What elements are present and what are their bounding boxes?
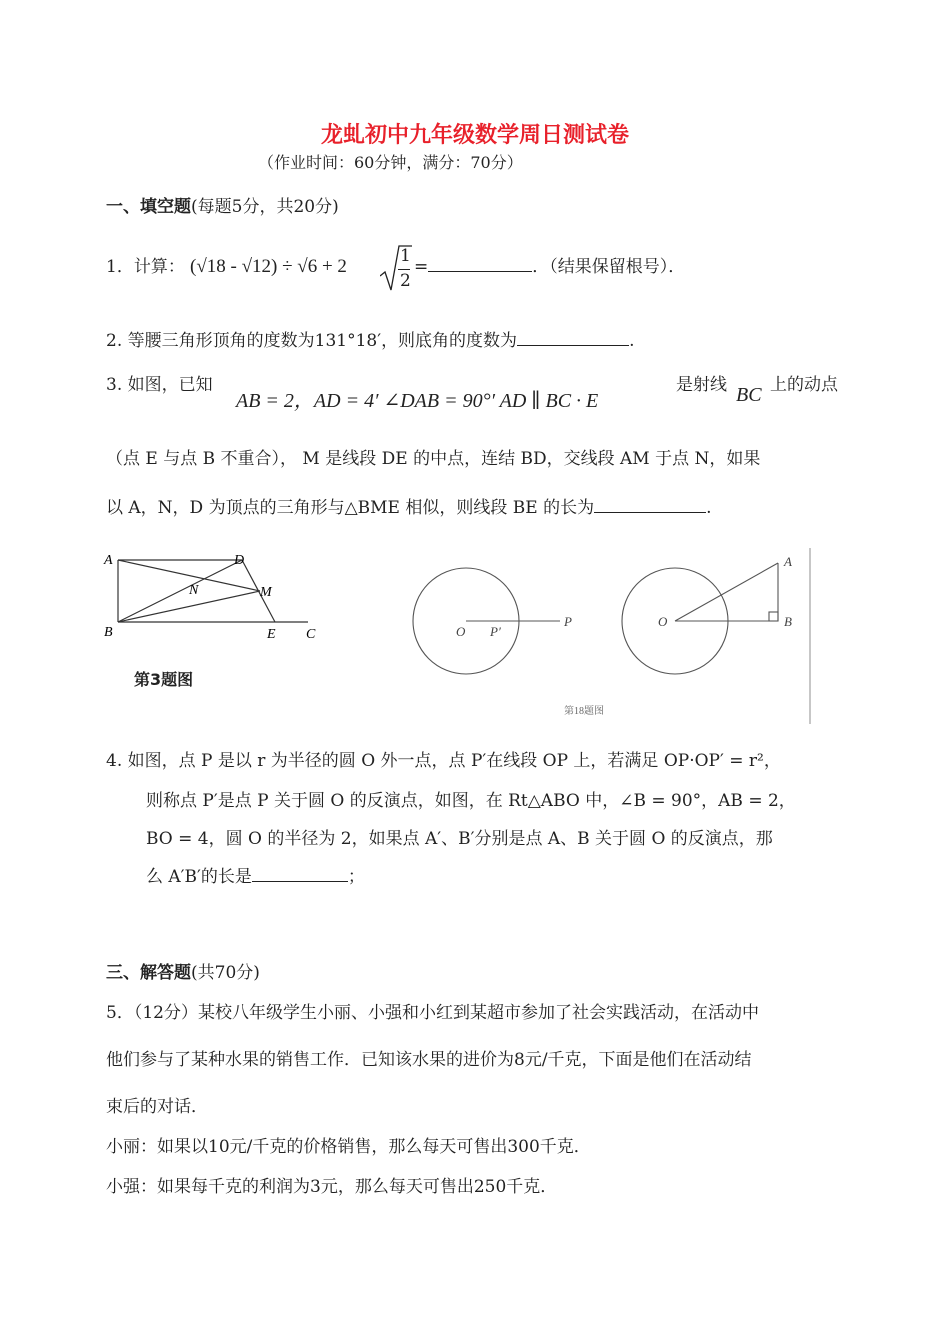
fig18-label-b: B: [784, 614, 792, 629]
q1-frac-num: 1: [400, 246, 411, 266]
fig3-label-c: C: [306, 627, 316, 642]
section-3-heading: [106, 958, 260, 983]
fig18-label-o1: O: [456, 624, 466, 639]
q1-frac-den: 2: [400, 271, 411, 291]
q2-end: .: [629, 331, 635, 351]
q2-answer-blank[interactable]: [517, 329, 629, 346]
q4-line4: [146, 862, 365, 887]
q1-fraction: [380, 244, 410, 294]
q3-line2: （点 E 与点 B 不重合）， M 是线段 DE 的中点，连结 BD，交线段 AM 于点 N，如果: [106, 449, 761, 469]
q1-expression: [190, 256, 347, 278]
fig18-label-p: P: [564, 614, 572, 629]
question-2: [106, 326, 634, 351]
q5-line5: 小强：如果每千克的利润为3元，那么每天可售出250千克．: [106, 1177, 558, 1197]
q3-line3: [106, 493, 712, 518]
q4-line3: BO = 4，圆 O 的半径为 2，如果点 A′、B′分别是点 A、B 关于圆 O 的反演点，那: [146, 829, 773, 849]
q5-line3: 束后的对话．: [106, 1097, 208, 1117]
fig3-label-b: B: [104, 625, 113, 640]
question-1: [106, 252, 185, 277]
figure-18-diagram: [400, 548, 814, 724]
q4-line4-text: 么 A′B′的长是: [146, 867, 252, 887]
fig18-caption: 第18题图: [564, 706, 604, 717]
q3-line1-bc: BC: [736, 384, 762, 406]
q1-frac-bar: [398, 269, 410, 270]
figure-3-diagram: [100, 548, 330, 648]
q4-answer-blank[interactable]: [252, 865, 348, 882]
q1-equals: =: [414, 257, 429, 277]
q3-end: .: [706, 498, 712, 518]
q3-line3-text: 以 A，N，D 为顶点的三角形与△BME 相似，则线段 BE 的长为: [106, 498, 595, 518]
section-3-title: 三、解答题: [106, 963, 191, 983]
q5-line4: 小丽：如果以10元/千克的价格销售，那么每天可售出300千克．: [106, 1137, 591, 1157]
q3-line1-end: 上的动点: [770, 375, 838, 395]
q1-answer: [414, 252, 685, 277]
q1-suffix: ．（结果保留根号）．: [532, 257, 686, 277]
q1-answer-blank[interactable]: [428, 255, 532, 272]
fig3-label-d: D: [234, 553, 245, 568]
fig18-label-a: A: [784, 554, 792, 569]
q3-line1-mid: 是射线: [676, 375, 727, 395]
page-title: 龙虬初中九年级数学周日测试卷: [320, 123, 629, 148]
q3-answer-blank[interactable]: [594, 496, 706, 513]
section-1-title: 一、填空题: [106, 197, 191, 217]
fig3-label-e: E: [267, 627, 276, 642]
q1-number: 1．: [106, 257, 134, 277]
fig3-label-m: M: [260, 585, 272, 600]
segment-oa: [675, 563, 778, 621]
q4-end: ；: [347, 867, 365, 887]
q4-line2: 则称点 P′是点 P 关于圆 O 的反演点，如图，在 Rt△ABO 中，∠B = 90°，AB = 2，: [146, 791, 796, 811]
section-3-note: (共70分): [191, 963, 260, 983]
q3-line1-math: AB = 2，AD = 4′ ∠DAB = 90°′ AD ∥ BC · E: [236, 390, 599, 412]
q5-line1: 5．（12分）某校八年级学生小丽、小强和小红到某超市参加了社会实践活动，在活动中: [106, 1003, 759, 1023]
q1-expr: (√18 - √12) ÷ √6 + 2: [190, 256, 347, 277]
fig18-label-o2: O: [658, 614, 668, 629]
section-1-heading: [106, 192, 339, 217]
fig18-label-p-prime: P′: [490, 624, 501, 639]
q3-line1-prefix: 3. 如图，已知: [106, 375, 213, 395]
segment-bd: [118, 560, 242, 622]
q5-line2: 他们参与了某种水果的销售工作．已知该水果的进价为8元/千克，下面是他们在活动结: [106, 1050, 752, 1070]
page-subtitle: （作业时间：60分钟，满分：70分）: [258, 153, 523, 172]
q4-line1: 4. 如图，点 P 是以 r 为半径的圆 O 外一点，点 P′在线段 OP 上，若满足 OP·OP′ = r²，: [106, 751, 781, 771]
q2-text: 2. 等腰三角形顶角的度数为131°18′，则底角的度数为: [106, 331, 518, 351]
right-angle-mark: [769, 612, 778, 621]
q1-label: 计算：: [133, 257, 185, 277]
fig3-label-n: N: [189, 583, 199, 598]
fig3-label-a: A: [104, 553, 113, 568]
section-1-note: (每题5分，共20分): [191, 197, 339, 217]
figure-3-caption: 第3题图: [134, 670, 194, 689]
